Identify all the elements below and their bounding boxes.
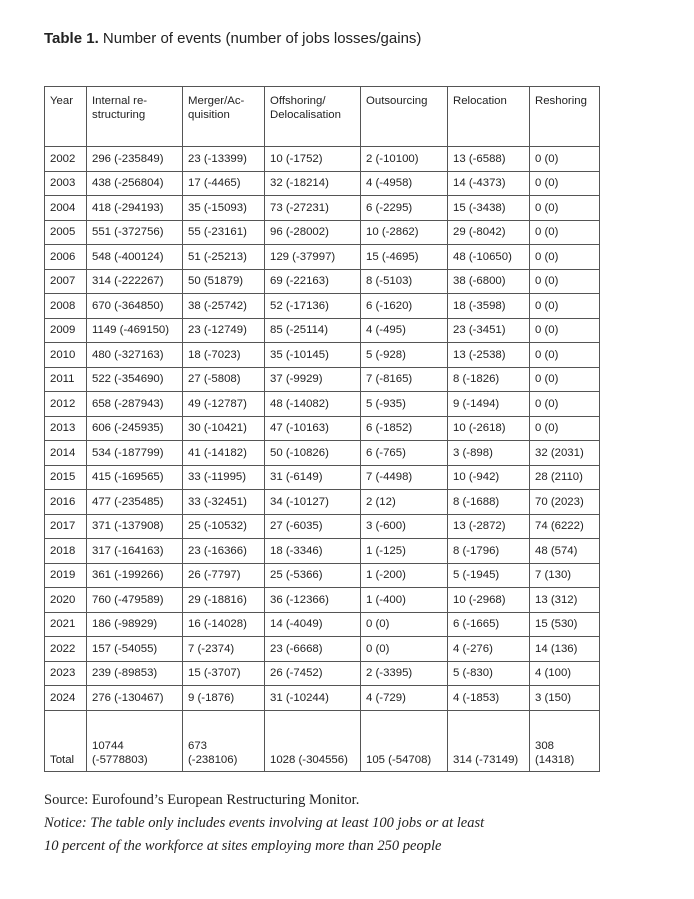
outsourcing-cell: 5 (-935) <box>361 392 448 417</box>
total-internal-cell: 10744 (-5778803) <box>87 710 183 771</box>
total-outsourcing-cell: 105 (-54708) <box>361 710 448 771</box>
relocation-cell: 10 (-2968) <box>448 588 530 613</box>
reshoring-cell: 7 (130) <box>530 563 600 588</box>
outsourcing-cell: 1 (-400) <box>361 588 448 613</box>
relocation-cell: 15 (-3438) <box>448 196 530 221</box>
relocation-cell: 5 (-1945) <box>448 563 530 588</box>
internal-restructuring-cell: 1149 (-469150) <box>87 318 183 343</box>
events-table <box>44 86 600 772</box>
offshoring-delocalisation-cell: 37 (-9929) <box>265 367 361 392</box>
reshoring-cell: 70 (2023) <box>530 490 600 515</box>
offshoring-delocalisation-cell: 69 (-22163) <box>265 269 361 294</box>
offshoring-delocalisation-cell: 96 (-28002) <box>265 220 361 245</box>
table-row <box>45 588 600 613</box>
outsourcing-cell: 4 (-729) <box>361 686 448 711</box>
table-caption <box>44 30 421 47</box>
merger-acquisition-cell: 15 (-3707) <box>183 661 265 686</box>
total-offshoring-cell: 1028 (-304556) <box>265 710 361 771</box>
reshoring-cell: 74 (6222) <box>530 514 600 539</box>
outsourcing-cell: 1 (-200) <box>361 563 448 588</box>
merger-acquisition-cell: 26 (-7797) <box>183 563 265 588</box>
offshoring-delocalisation-cell: 31 (-10244) <box>265 686 361 711</box>
relocation-cell: 5 (-830) <box>448 661 530 686</box>
year-cell: 2010 <box>45 343 87 368</box>
reshoring-cell: 0 (0) <box>530 416 600 441</box>
merger-acquisition-cell: 23 (-16366) <box>183 539 265 564</box>
year-cell: 2018 <box>45 539 87 564</box>
table-row <box>45 147 600 172</box>
merger-acquisition-cell: 23 (-13399) <box>183 147 265 172</box>
outsourcing-cell: 3 (-600) <box>361 514 448 539</box>
column-header-reshoring: Reshoring <box>530 87 600 147</box>
offshoring-delocalisation-cell: 52 (-17136) <box>265 294 361 319</box>
table-row <box>45 441 600 466</box>
reshoring-cell: 0 (0) <box>530 269 600 294</box>
relocation-cell: 13 (-2872) <box>448 514 530 539</box>
reshoring-cell: 14 (136) <box>530 637 600 662</box>
column-header-outsourcing: Outsourcing <box>361 87 448 147</box>
merger-acquisition-cell: 30 (-10421) <box>183 416 265 441</box>
relocation-cell: 38 (-6800) <box>448 269 530 294</box>
reshoring-cell: 0 (0) <box>530 392 600 417</box>
year-cell: 2006 <box>45 245 87 270</box>
merger-acquisition-cell: 17 (-4465) <box>183 171 265 196</box>
offshoring-delocalisation-cell: 25 (-5366) <box>265 563 361 588</box>
internal-restructuring-cell: 239 (-89853) <box>87 661 183 686</box>
year-cell: 2002 <box>45 147 87 172</box>
internal-restructuring-cell: 548 (-400124) <box>87 245 183 270</box>
internal-restructuring-cell: 658 (-287943) <box>87 392 183 417</box>
internal-restructuring-cell: 415 (-169565) <box>87 465 183 490</box>
table-row <box>45 563 600 588</box>
table-caption-text: Number of events (number of jobs losses/gains) <box>102 30 422 47</box>
internal-restructuring-cell: 551 (-372756) <box>87 220 183 245</box>
internal-restructuring-cell: 186 (-98929) <box>87 612 183 637</box>
table-row <box>45 269 600 294</box>
table-row <box>45 612 600 637</box>
relocation-cell: 8 (-1796) <box>448 539 530 564</box>
offshoring-delocalisation-cell: 27 (-6035) <box>265 514 361 539</box>
reshoring-cell: 0 (0) <box>530 147 600 172</box>
internal-restructuring-cell: 276 (-130467) <box>87 686 183 711</box>
reshoring-cell: 0 (0) <box>530 196 600 221</box>
outsourcing-cell: 2 (12) <box>361 490 448 515</box>
table-row <box>45 367 600 392</box>
merger-acquisition-cell: 35 (-15093) <box>183 196 265 221</box>
year-cell: 2013 <box>45 416 87 441</box>
reshoring-cell: 0 (0) <box>530 367 600 392</box>
offshoring-delocalisation-cell: 50 (-10826) <box>265 441 361 466</box>
year-cell: 2022 <box>45 637 87 662</box>
reshoring-cell: 0 (0) <box>530 171 600 196</box>
table-row <box>45 343 600 368</box>
year-cell: 2023 <box>45 661 87 686</box>
table-row <box>45 490 600 515</box>
merger-acquisition-cell: 18 (-7023) <box>183 343 265 368</box>
merger-acquisition-cell: 23 (-12749) <box>183 318 265 343</box>
header-row <box>45 87 600 147</box>
total-merger-cell: 673 (-238106) <box>183 710 265 771</box>
merger-acquisition-cell: 51 (-25213) <box>183 245 265 270</box>
merger-acquisition-cell: 9 (-1876) <box>183 686 265 711</box>
reshoring-cell: 32 (2031) <box>530 441 600 466</box>
total-row <box>45 710 600 771</box>
internal-restructuring-cell: 480 (-327163) <box>87 343 183 368</box>
relocation-cell: 4 (-276) <box>448 637 530 662</box>
year-cell: 2012 <box>45 392 87 417</box>
reshoring-cell: 0 (0) <box>530 343 600 368</box>
internal-restructuring-cell: 361 (-199266) <box>87 563 183 588</box>
merger-acquisition-cell: 50 (51879) <box>183 269 265 294</box>
outsourcing-cell: 0 (0) <box>361 612 448 637</box>
total-relocation-cell: 314 (-73149) <box>448 710 530 771</box>
internal-restructuring-cell: 296 (-235849) <box>87 147 183 172</box>
table-row <box>45 294 600 319</box>
outsourcing-cell: 0 (0) <box>361 637 448 662</box>
offshoring-delocalisation-cell: 36 (-12366) <box>265 588 361 613</box>
year-cell: 2011 <box>45 367 87 392</box>
internal-restructuring-cell: 477 (-235485) <box>87 490 183 515</box>
relocation-cell: 10 (-2618) <box>448 416 530 441</box>
relocation-cell: 6 (-1665) <box>448 612 530 637</box>
relocation-cell: 48 (-10650) <box>448 245 530 270</box>
year-cell: 2015 <box>45 465 87 490</box>
year-cell: 2005 <box>45 220 87 245</box>
relocation-cell: 9 (-1494) <box>448 392 530 417</box>
offshoring-delocalisation-cell: 85 (-25114) <box>265 318 361 343</box>
total-reshoring-cell: 308 (14318) <box>530 710 600 771</box>
offshoring-delocalisation-cell: 10 (-1752) <box>265 147 361 172</box>
internal-restructuring-cell: 418 (-294193) <box>87 196 183 221</box>
outsourcing-cell: 6 (-2295) <box>361 196 448 221</box>
merger-acquisition-cell: 55 (-23161) <box>183 220 265 245</box>
merger-acquisition-cell: 49 (-12787) <box>183 392 265 417</box>
reshoring-cell: 3 (150) <box>530 686 600 711</box>
notice-line-1: Notice: The table only includes events involving at least 100 jobs or at least <box>44 815 485 831</box>
column-header-year: Year <box>45 87 87 147</box>
year-cell: 2021 <box>45 612 87 637</box>
reshoring-cell: 0 (0) <box>530 220 600 245</box>
offshoring-delocalisation-cell: 48 (-14082) <box>265 392 361 417</box>
reshoring-cell: 0 (0) <box>530 294 600 319</box>
year-cell: 2019 <box>45 563 87 588</box>
reshoring-cell: 0 (0) <box>530 318 600 343</box>
internal-restructuring-cell: 371 (-137908) <box>87 514 183 539</box>
year-cell: 2004 <box>45 196 87 221</box>
table-footer <box>45 710 600 771</box>
column-header-merger-acquisition: Merger/Ac- quisition <box>183 87 265 147</box>
outsourcing-cell: 2 (-3395) <box>361 661 448 686</box>
year-cell: 2009 <box>45 318 87 343</box>
table-row <box>45 539 600 564</box>
table-row <box>45 392 600 417</box>
outsourcing-cell: 5 (-928) <box>361 343 448 368</box>
relocation-cell: 8 (-1826) <box>448 367 530 392</box>
table-row <box>45 196 600 221</box>
merger-acquisition-cell: 16 (-14028) <box>183 612 265 637</box>
merger-acquisition-cell: 29 (-18816) <box>183 588 265 613</box>
relocation-cell: 8 (-1688) <box>448 490 530 515</box>
reshoring-cell: 28 (2110) <box>530 465 600 490</box>
table-row <box>45 318 600 343</box>
reshoring-cell: 15 (530) <box>530 612 600 637</box>
offshoring-delocalisation-cell: 129 (-37997) <box>265 245 361 270</box>
relocation-cell: 18 (-3598) <box>448 294 530 319</box>
source-notes <box>44 789 644 858</box>
internal-restructuring-cell: 670 (-364850) <box>87 294 183 319</box>
notice-line-2: 10 percent of the workforce at sites employing more than 250 people <box>44 838 442 854</box>
reshoring-cell: 0 (0) <box>530 245 600 270</box>
internal-restructuring-cell: 157 (-54055) <box>87 637 183 662</box>
table-row <box>45 220 600 245</box>
total-label: Total <box>45 710 87 771</box>
outsourcing-cell: 4 (-4958) <box>361 171 448 196</box>
year-cell: 2017 <box>45 514 87 539</box>
table-row <box>45 171 600 196</box>
table-row <box>45 637 600 662</box>
table-row <box>45 661 600 686</box>
internal-restructuring-cell: 522 (-354690) <box>87 367 183 392</box>
source-line: Source: Eurofound’s European Restructuring Monitor. <box>44 792 360 808</box>
outsourcing-cell: 7 (-4498) <box>361 465 448 490</box>
outsourcing-cell: 4 (-495) <box>361 318 448 343</box>
year-cell: 2020 <box>45 588 87 613</box>
internal-restructuring-cell: 534 (-187799) <box>87 441 183 466</box>
year-cell: 2008 <box>45 294 87 319</box>
outsourcing-cell: 6 (-1852) <box>361 416 448 441</box>
merger-acquisition-cell: 27 (-5808) <box>183 367 265 392</box>
offshoring-delocalisation-cell: 47 (-10163) <box>265 416 361 441</box>
merger-acquisition-cell: 25 (-10532) <box>183 514 265 539</box>
offshoring-delocalisation-cell: 73 (-27231) <box>265 196 361 221</box>
offshoring-delocalisation-cell: 35 (-10145) <box>265 343 361 368</box>
outsourcing-cell: 7 (-8165) <box>361 367 448 392</box>
offshoring-delocalisation-cell: 14 (-4049) <box>265 612 361 637</box>
table-caption-label: Table 1. <box>44 30 99 47</box>
relocation-cell: 23 (-3451) <box>448 318 530 343</box>
relocation-cell: 13 (-2538) <box>448 343 530 368</box>
relocation-cell: 29 (-8042) <box>448 220 530 245</box>
table-row <box>45 686 600 711</box>
outsourcing-cell: 15 (-4695) <box>361 245 448 270</box>
internal-restructuring-cell: 760 (-479589) <box>87 588 183 613</box>
internal-restructuring-cell: 314 (-222267) <box>87 269 183 294</box>
table-row <box>45 465 600 490</box>
column-header-relocation: Relocation <box>448 87 530 147</box>
relocation-cell: 10 (-942) <box>448 465 530 490</box>
year-cell: 2016 <box>45 490 87 515</box>
reshoring-cell: 48 (574) <box>530 539 600 564</box>
offshoring-delocalisation-cell: 31 (-6149) <box>265 465 361 490</box>
internal-restructuring-cell: 606 (-245935) <box>87 416 183 441</box>
offshoring-delocalisation-cell: 23 (-6668) <box>265 637 361 662</box>
relocation-cell: 13 (-6588) <box>448 147 530 172</box>
table-body <box>45 147 600 711</box>
column-header-offshoring-delocalisation: Offshoring/ Delocalisation <box>265 87 361 147</box>
internal-restructuring-cell: 438 (-256804) <box>87 171 183 196</box>
year-cell: 2003 <box>45 171 87 196</box>
outsourcing-cell: 6 (-765) <box>361 441 448 466</box>
outsourcing-cell: 8 (-5103) <box>361 269 448 294</box>
offshoring-delocalisation-cell: 26 (-7452) <box>265 661 361 686</box>
reshoring-cell: 13 (312) <box>530 588 600 613</box>
merger-acquisition-cell: 41 (-14182) <box>183 441 265 466</box>
outsourcing-cell: 6 (-1620) <box>361 294 448 319</box>
outsourcing-cell: 2 (-10100) <box>361 147 448 172</box>
outsourcing-cell: 10 (-2862) <box>361 220 448 245</box>
relocation-cell: 3 (-898) <box>448 441 530 466</box>
relocation-cell: 4 (-1853) <box>448 686 530 711</box>
year-cell: 2014 <box>45 441 87 466</box>
year-cell: 2024 <box>45 686 87 711</box>
offshoring-delocalisation-cell: 34 (-10127) <box>265 490 361 515</box>
merger-acquisition-cell: 33 (-32451) <box>183 490 265 515</box>
relocation-cell: 14 (-4373) <box>448 171 530 196</box>
merger-acquisition-cell: 33 (-11995) <box>183 465 265 490</box>
reshoring-cell: 4 (100) <box>530 661 600 686</box>
offshoring-delocalisation-cell: 18 (-3346) <box>265 539 361 564</box>
year-cell: 2007 <box>45 269 87 294</box>
outsourcing-cell: 1 (-125) <box>361 539 448 564</box>
table-row <box>45 514 600 539</box>
table-row <box>45 245 600 270</box>
internal-restructuring-cell: 317 (-164163) <box>87 539 183 564</box>
column-header-internal-restructuring: Internal re- structuring <box>87 87 183 147</box>
offshoring-delocalisation-cell: 32 (-18214) <box>265 171 361 196</box>
table-header <box>45 87 600 147</box>
merger-acquisition-cell: 7 (-2374) <box>183 637 265 662</box>
table-row <box>45 416 600 441</box>
merger-acquisition-cell: 38 (-25742) <box>183 294 265 319</box>
